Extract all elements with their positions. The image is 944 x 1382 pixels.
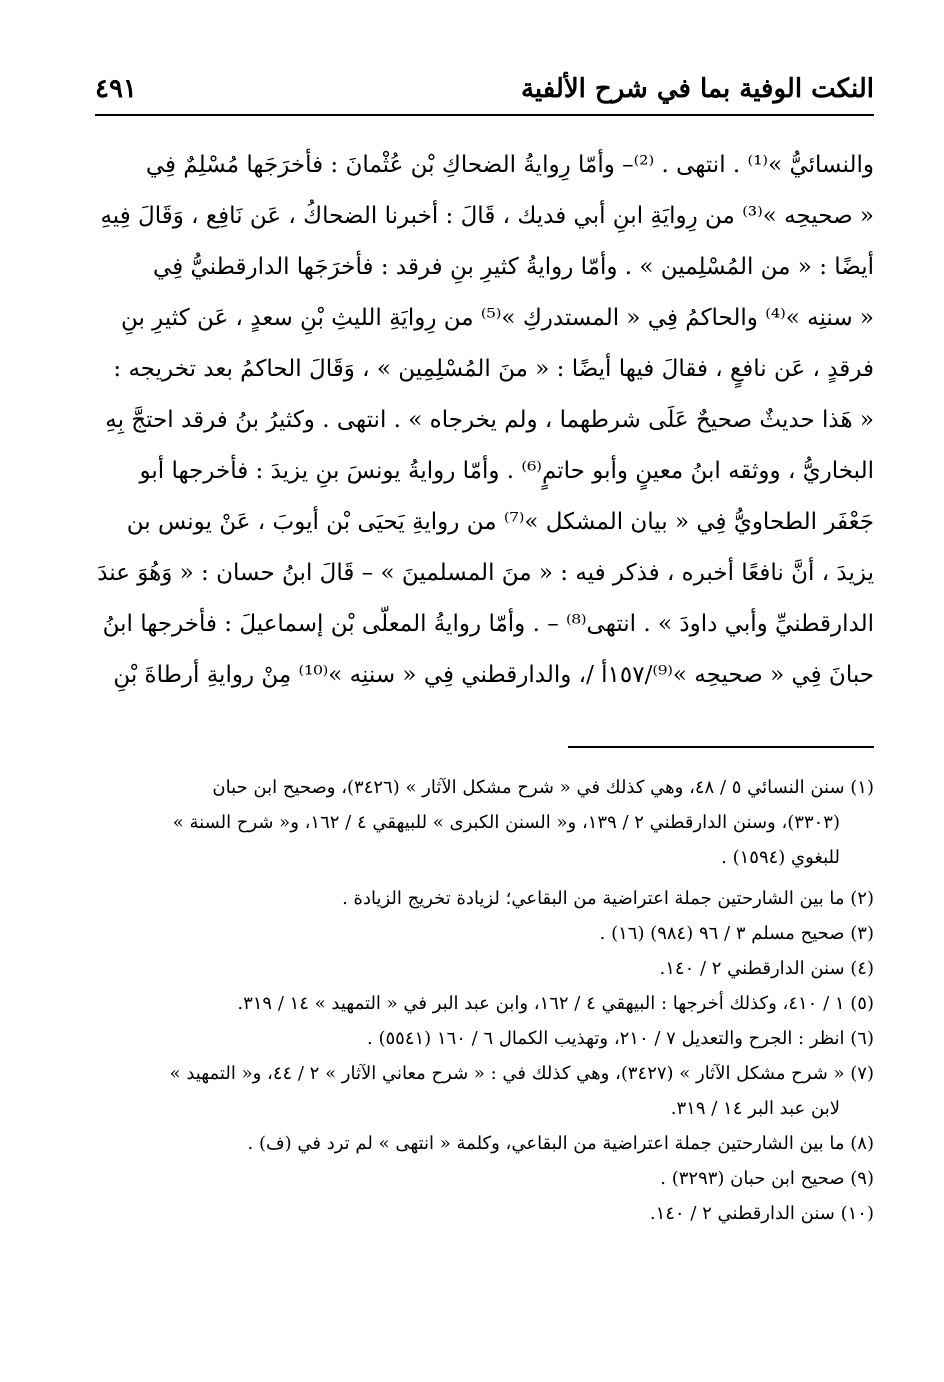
text-line: فرقدٍ ، عَن نافعٍ ، فقالَ فيها أيضًا : « منَ المُسْلِمِين » ، وَقَالَ الحاكمُ بعد تخريجه : (113, 356, 874, 382)
footnote-10: (١٠) سنن الدارقطني ٢ / ١٤٠. (649, 1203, 874, 1224)
book-title: النكت الوفية بما في شرح الألفية (520, 74, 874, 104)
footnote-1 (95, 770, 874, 875)
footnote-line: (٧) « شرح مشكل الآثار » (٣٤٢٧)، وهي كذلك في : « شرح معاني الآثار » ٢ / ٤٤، و« التمهيد » (169, 1063, 874, 1084)
text-line: حبانَ فِي « صحيحِه »⁽⁹⁾/١٥٧أ /، والدارقطني فِي « سننِه »⁽¹⁰⁾ مِنْ روايةِ أرطاةَ بْنِ (113, 662, 874, 688)
text-line: البخاريُّ ، ووثقه ابنُ معينٍ وأبو حاتمٍ⁽⁶⁾ . وأمّا روايةُ يونسَ بنِ يزيدَ : فأخرجها أبو (139, 458, 874, 484)
footnote-line: (٣٣٠٣)، وسنن الدارقطني ٢ / ١٣٩، و« السنن الكبرى » للبيهقي ٤ / ١٦٢، و« شرح السنة » (172, 812, 840, 833)
footnote-3: (٣) صحيح مسلم ٣ / ٩٦ (٩٨٤) (١٦) . (599, 923, 874, 944)
footnote-line: (١) سنن النسائي ٥ / ٤٨، وهي كذلك في « شرح مشكل الآثار » (٣٤٢٦)، وصحيح ابن حبان (212, 777, 874, 798)
footnote-4: (٤) سنن الدارقطني ٢ / ١٤٠. (659, 958, 874, 979)
text-line: أيضًا : « من المُسْلِمين » . وأمّا روايةُ كثيرِ بنِ فرقد : فأخرَجَها الدارقطنيُّ فِي (153, 254, 874, 280)
footnotes (95, 770, 874, 1231)
footnote-2: (٢) ما بين الشارحتين جملة اعتراضية من البقاعي؛ لزيادة تخريج الزيادة . (342, 888, 874, 909)
footnote-9: (٩) صحيح ابن حبان (٣٢٩٣) . (660, 1168, 874, 1189)
page-number: ٤٩١ (95, 74, 137, 104)
text-line: « هَذا حديثٌ صحيحٌ عَلَى شرطهما ، ولم يخرجاه » . انتهى . وكثيرُ بنُ فرقد احتجَّ بِهِ (105, 407, 874, 433)
footnote-line: للبغوي (١٥٩٤) . (721, 847, 840, 868)
footnote-separator (568, 746, 874, 748)
text-line: يزيدَ ، أنَّ نافعًا أخبره ، فذكر فيه : « منَ المسلمينَ » – قَالَ ابنُ حسان : « وَهُوَ عندَ (97, 560, 874, 586)
text-line: والنسائيُّ »⁽¹⁾ . انتهى . ⁽²⁾– وأمّا رِوايةُ الضحاكِ بْن عُثْمانَ : فأخرَجَها مُسْلِمٌ فِي (145, 152, 874, 178)
footnote-7 (95, 1056, 874, 1126)
main-text (95, 140, 874, 701)
footnote-8: (٨) ما بين الشارحتين جملة اعتراضية من البقاعي، وكلمة « انتهى » لم ترد في (ف) . (247, 1133, 874, 1154)
footnote-6: (٦) انظر : الجرح والتعديل ٧ / ٢١٠، وتهذيب الكمال ٦ / ١٦٠ (٥٥٤١) . (367, 1028, 874, 1049)
text-line: « سننِه »⁽⁴⁾ والحاكمُ فِي « المستدركِ »⁽⁵⁾ من رِوايَةِ الليثِ بْنِ سعدٍ ، عَن كثيرِ بنِ (120, 305, 874, 331)
footnote-line: لابن عبد البر ١٤ / ٣١٩. (670, 1098, 840, 1119)
text-line: الدارقطنيِّ وأبي داودَ » . انتهى⁽⁸⁾ – . وأمّا روايةُ المعلّى بْن إسماعيلَ : فأخرجها ابنُ (102, 611, 874, 637)
text-line: « صحيحِه »⁽³⁾ من رِوايَةِ ابنِ أبي فديك ، قَالَ : أخبرنا الضحاكُ ، عَن نَافِع ، وَقَالَ فِيهِ (100, 203, 874, 229)
text-line: جَعْفَر الطحاويُّ فِي « بيان المشكل »⁽⁷⁾ من روايةِ يَحيَى بْن أيوبَ ، عَنْ يونس بن (126, 509, 874, 535)
page-header (95, 64, 874, 116)
footnote-5: (٥) ١ / ٤١٠، وكذلك أخرجها : البيهقي ٤ / ١٦٢، وابن عبد البر في « التمهيد » ١٤ / ٣١٩. (237, 993, 874, 1014)
